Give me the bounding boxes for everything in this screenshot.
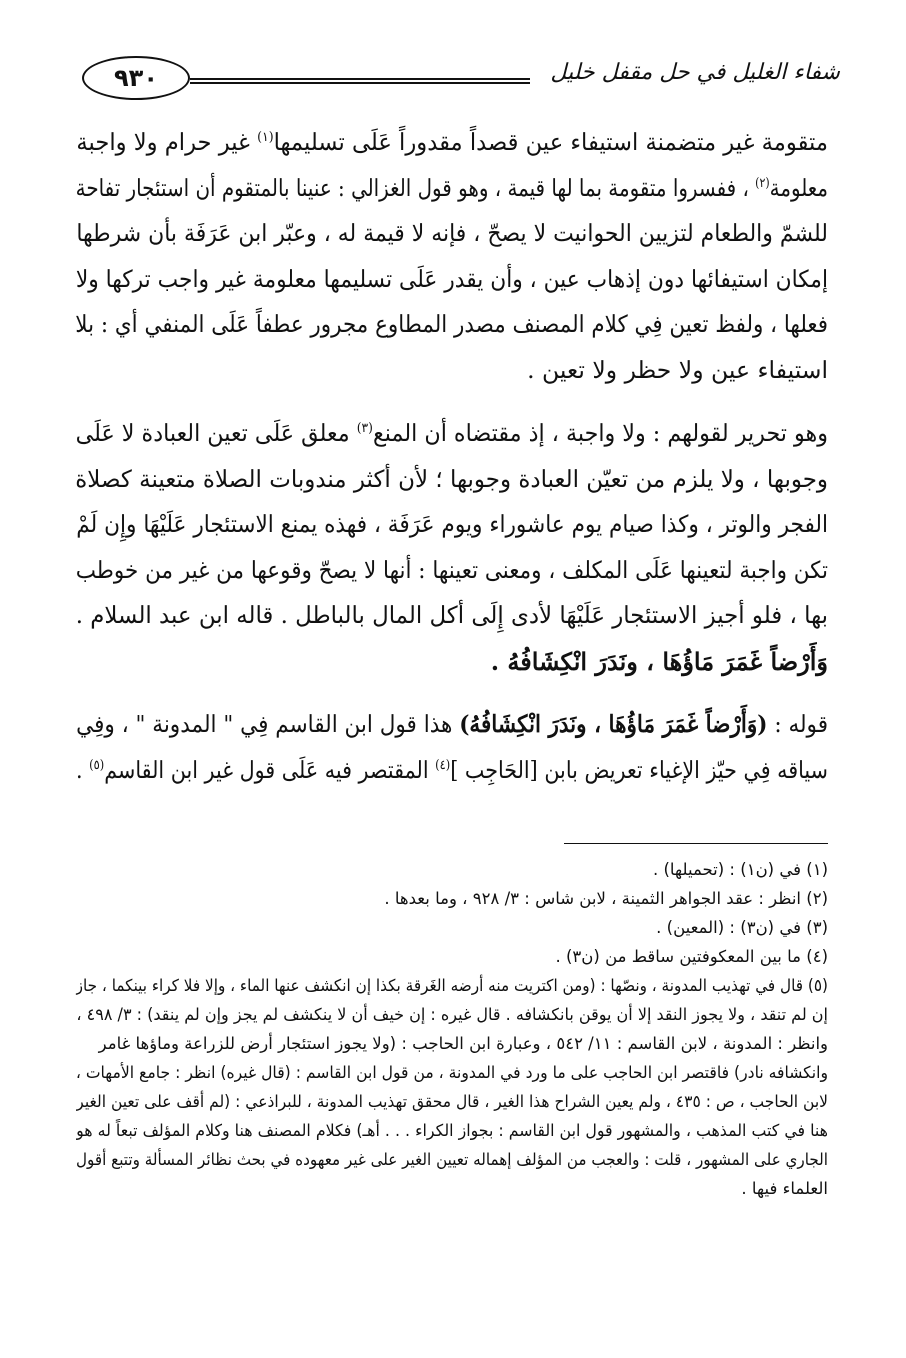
- footnote-separator: [564, 843, 828, 844]
- footnote-ref: (٥): [89, 757, 105, 773]
- text-line: الفجر والوتر ، وكذا صيام يوم عاشوراء ويوم عَرَفَة ، فهذه يمنع الاستئجار عَلَيْهَا وإِن لَمْ: [76, 510, 828, 538]
- footnote: (٥) قال في تهذيب المدونة ، ونصّها : (ومن اكتريت منه أرضه الغَرقة بكذا إن انكشف عنها الماء ، وإلا فلا كراء بينكما ، جاز: [75, 976, 828, 995]
- footnote: وانظر : المدونة ، لابن القاسم : ١١/ ٥٤٢ ، وعبارة ابن الحاجب : (ولا يجوز استئجار أرض للزراعة وماؤها غامر: [98, 1034, 828, 1053]
- footnote: (٢) انظر : عقد الجواهر الثمينة ، لابن شاس : ٣/ ٩٢٨ ، وما بعدها .: [384, 889, 828, 908]
- running-title: شفاء الغليل في حل مقفل خليل: [550, 60, 840, 85]
- text-line: للشمّ والطعام لتزيين الحوانيت لا يصحّ ، فإنه لا قيمة له ، وعبّر ابن عَرَفَة بأن شرطها: [76, 219, 828, 247]
- footnotes: [76, 855, 828, 1203]
- footnote-ref: (٣): [356, 421, 373, 437]
- text-line: فعلها ، ولفظ تعين فِي كلام المصنف مصدر المطاوع مجرور عطفاً عَلَى المنفي أي : بلا: [75, 310, 828, 338]
- footnote: (١) في (ن١) : (تحميلها) .: [652, 860, 828, 879]
- main-text: [76, 120, 828, 811]
- text-line: استيفاء عين ولا حظر ولا تعين .: [527, 355, 828, 384]
- footnote-ref: (١): [257, 130, 274, 146]
- footnote: وانكشافه نادر) فاقتصر ابن الحاجب على ما ورد في المدونة ، من قول ابن القاسم : (قال غيره) انظر : جامع الأمهات ،: [75, 1063, 828, 1082]
- text-line: معلومة$^{(٢)}$ ، ففسروا متقومة بما لها قيمة ، وهو قول الغزالي : عنينا بالمتقوم أن استئجار تفاحة: [75, 173, 828, 202]
- footnote: (٤) ما بين المعكوفتين ساقط من (ن٣) .: [555, 947, 828, 966]
- paragraph-1: [76, 120, 828, 393]
- page-header: [60, 52, 840, 108]
- text-line: متقومة غير متضمنة استيفاء عين قصداً مقدوراً عَلَى تسليمها$^{(١)}$ غير حرام ولا واجبة: [76, 128, 828, 156]
- paragraph-2: [76, 411, 828, 684]
- text-line: وهو تحرير لقولهم : ولا واجبة ، إذ مقتضاه أن المنع$^{(٣)}$ معلق عَلَى تعين العبادة لا عَلَى: [75, 419, 828, 447]
- text-line: إمكان استيفائها دون إذهاب عين ، وأن يقدر عَلَى تسليمها معلومة غير واجب تركها ولا: [76, 264, 828, 293]
- footnote: (٣) في (ن٣) : (المعين) .: [656, 918, 828, 937]
- quoted-matn: (وَأَرْضاً غَمَرَ مَاؤُهَا ، ونَدَرَ انْكِشَافُهُ): [459, 710, 768, 738]
- header-rule: [190, 78, 530, 84]
- text-line: وجوبها ، ولا يلزم من تعيّن العبادة وجوبها ؛ لأن أكثر مندوبات الصلاة متعينة كصلاة: [75, 464, 828, 493]
- footnote-ref: (٢): [755, 175, 770, 191]
- matn-heading: وَأَرْضاً غَمَرَ مَاؤُهَا ، ونَدَرَ انْكِشَافُهُ .: [490, 646, 828, 676]
- text-line: سياقه فِي حيّز الإغياء تعريض بابن [الحَاجِب ]$^{(٤)}$ المقتصر فيه عَلَى قول غير ابن القاسم$^{(٥)}$ .: [76, 755, 828, 784]
- page-number: ٩٣٠: [82, 56, 190, 100]
- footnote: لابن الحاجب ، ص : ٤٣٥ ، ولم يعين الشراح هذا الغير ، قال محقق تهذيب المدونة ، للبراذعي : (لم أقف على تعين الغير: [76, 1092, 828, 1111]
- text-line: تكن واجبة لتعينها عَلَى المكلف ، ومعنى تعينها : أنها لا يصحّ وقوعها من غير من خوطب: [75, 555, 828, 584]
- footnote: إن لم تنقد ، ولا يجوز النقد إلا أن يوقن بانكشافه . قال غيره : إن خيف أن لا ينكشف لم يجز وإن لم ينقد) : ٣/ ٤٩٨ ،: [76, 1005, 828, 1024]
- paragraph-3: [76, 702, 828, 793]
- footnote: العلماء فيها .: [741, 1179, 828, 1198]
- text-line: قوله : (وَأَرْضاً غَمَرَ مَاؤُهَا ، ونَدَرَ انْكِشَافُهُ) هذا قول ابن القاسم فِي " المدونة " ، وفِي: [76, 710, 828, 738]
- footnote: الجاري على المشهور ، قلت : والعجب من المؤلف إهماله تعيين الغير على غير معهوده في بحث نظائر المسألة وتتبع أقول: [76, 1150, 828, 1169]
- text-line: بها ، فلو أجيز الاستئجار عَلَيْهَا لأدى إِلَى أكل المال بالباطل . قاله ابن عبد السلام .: [75, 601, 828, 629]
- footnote-ref: (٤): [435, 757, 451, 773]
- footnote: هنا في كتب المذهب ، والمشهور قول ابن القاسم : بجواز الكراء . . . أهـ) فكلام المصنف هنا وكلام المؤلف تبعاً له هو: [76, 1121, 828, 1140]
